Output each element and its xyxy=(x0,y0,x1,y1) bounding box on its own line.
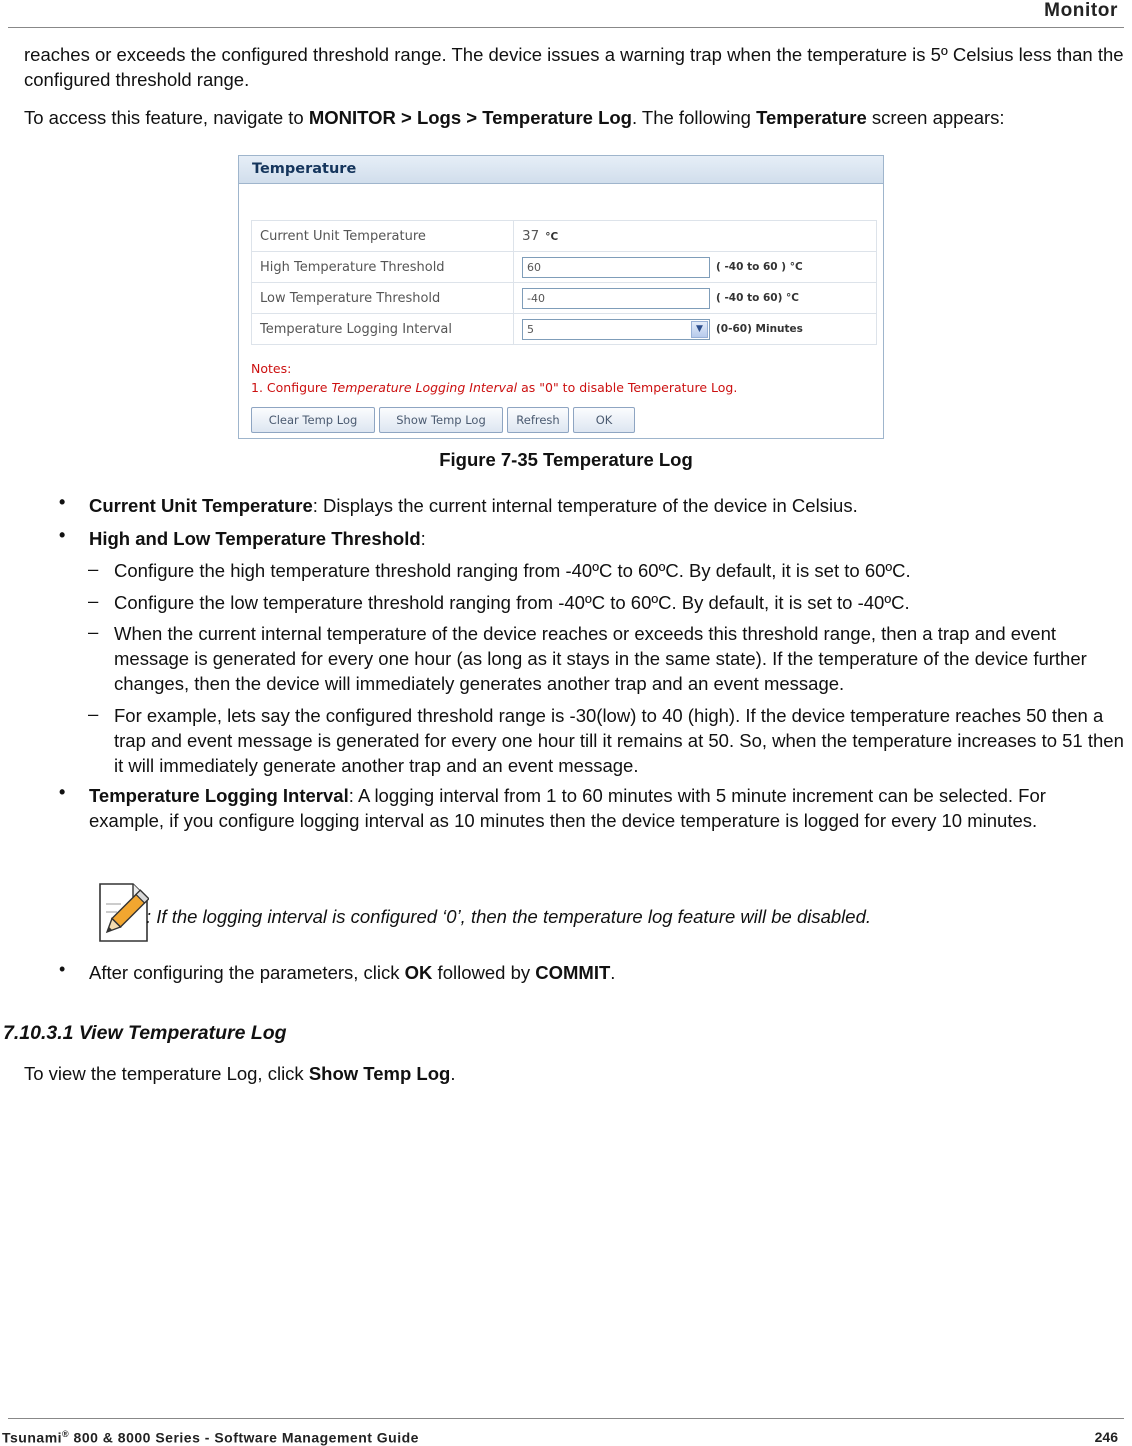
bullet-logging-interval xyxy=(89,783,1126,833)
panel-notes xyxy=(251,359,737,397)
temperature-screenshot xyxy=(238,155,884,439)
panel-title: Temperature xyxy=(239,156,883,184)
footer-divider xyxy=(8,1418,1124,1419)
dash-marker: – xyxy=(88,558,99,579)
screen-name: Temperature xyxy=(756,107,867,128)
note-text: : If the logging interval is configured ‘0’, then the temperature log feature will be disabled. xyxy=(146,906,872,927)
notes-title: Notes: xyxy=(251,361,292,376)
footer-product: Tsunami xyxy=(2,1429,63,1446)
high-threshold-range: ( -40 to 60 ) °C xyxy=(716,261,803,273)
table-row xyxy=(252,252,877,283)
note-pencil-icon xyxy=(97,882,149,943)
sub-item-low: Configure the low temperature threshold ranging from -40ºC to 60ºC. By default, it is set to -40ºC. xyxy=(114,592,910,613)
sub-item-example: For example, lets say the configured threshold range is -30(low) to 40 (high). If the device temperature reaches 50 then a trap and event message is generated for every one hour till it remains at 50. So, when the temperature increases to 51 then it will immediately generate another trap and an event message. xyxy=(114,705,1124,776)
bullet-text: : Displays the current internal temperature of the device in Celsius. xyxy=(312,495,858,516)
bullet-threshold xyxy=(89,526,1126,551)
footer-reg-mark: ® xyxy=(62,1429,70,1439)
section-text-bold: Show Temp Log xyxy=(308,1063,451,1084)
ok-button[interactable]: OK xyxy=(573,407,635,433)
current-temp-unit: °C xyxy=(545,231,559,243)
bullet-term: Temperature Logging Interval xyxy=(89,785,349,806)
b4-suffix: . xyxy=(610,962,616,983)
intro-paragraph-2 xyxy=(24,105,1126,130)
bullet-commit xyxy=(89,960,1126,985)
page-header-title: Monitor xyxy=(1044,0,1118,21)
dash-marker: – xyxy=(88,590,99,611)
high-threshold-cell xyxy=(514,252,877,283)
high-threshold-label: High Temperature Threshold xyxy=(252,252,514,283)
bullet-icon: • xyxy=(59,525,66,545)
current-temp-label: Current Unit Temperature xyxy=(252,221,514,252)
bullet-term: High and Low Temperature Threshold xyxy=(89,528,421,549)
b4-prefix: After configuring the parameters, click xyxy=(89,962,405,983)
section-paragraph xyxy=(24,1061,1126,1086)
chevron-down-icon[interactable]: ▼ xyxy=(691,321,708,338)
table-row xyxy=(252,283,877,314)
logging-interval-select[interactable] xyxy=(522,319,710,340)
low-threshold-input[interactable]: -40 xyxy=(522,288,710,309)
note-line-1 xyxy=(251,378,737,397)
intro-paragraph-1: reaches or exceeds the configured threshold range. The device issues a warning trap when the temperature is 5º Celsius less than the configured threshold range. xyxy=(24,44,1124,90)
dash-marker: – xyxy=(88,703,99,724)
footer-guide-title xyxy=(2,1429,419,1446)
b4-mid: followed by xyxy=(432,962,536,983)
dash-marker: – xyxy=(88,621,99,642)
sub-item-trap: When the current internal temperature of the device reaches or exceeds this threshold range, then a trap and event message is generated for every one hour (as long as it stays in the same state). If the temperature of the device further changes, then the device will immediately generates another trap and an event message. xyxy=(114,623,1087,694)
page-number: 246 xyxy=(1094,1429,1118,1445)
bullet-text: : A logging interval from 1 to 60 minutes with 5 minute increment can be selected. For example, if you configure logging interval as 10 minutes then the device temperature is logged for every 10 minutes. xyxy=(89,785,1046,831)
logging-interval-range: (0-60) Minutes xyxy=(716,323,803,335)
bullet-icon: • xyxy=(59,959,66,979)
header-divider xyxy=(8,27,1124,28)
bullet-icon: • xyxy=(59,782,66,802)
bullet-current-temp xyxy=(89,493,1126,518)
section-text-prefix: To view the temperature Log, click xyxy=(24,1063,309,1084)
b4-commit: COMMIT xyxy=(535,962,611,983)
bullet-term: Current Unit Temperature xyxy=(89,495,313,516)
table-row xyxy=(252,314,877,345)
note-suffix: as "0" to disable Temperature Log. xyxy=(517,380,738,395)
high-threshold-input[interactable]: 60 xyxy=(522,257,710,278)
current-temp-value: 37 xyxy=(522,228,540,244)
footer-guide: 800 & 8000 Series - Software Management Guide xyxy=(69,1429,419,1446)
bullet-icon: • xyxy=(59,492,66,512)
bullet-text: : xyxy=(420,528,426,549)
logging-interval-cell xyxy=(514,314,877,345)
show-temp-log-button[interactable]: Show Temp Log xyxy=(379,407,503,433)
panel-button-row xyxy=(251,407,639,433)
section-text-suffix: . xyxy=(450,1063,456,1084)
nav-path: MONITOR > Logs > Temperature Log xyxy=(308,107,632,128)
note-italic: Temperature Logging Interval xyxy=(331,380,518,395)
para2-suffix: screen appears: xyxy=(866,107,1005,128)
temperature-settings-table xyxy=(251,220,877,345)
clear-temp-log-button[interactable]: Clear Temp Log xyxy=(251,407,375,433)
low-threshold-cell xyxy=(514,283,877,314)
low-threshold-label: Low Temperature Threshold xyxy=(252,283,514,314)
section-heading: 7.10.3.1 View Temperature Log xyxy=(3,1022,287,1044)
figure-caption: Figure 7-35 Temperature Log xyxy=(439,449,693,470)
low-threshold-range: ( -40 to 60) °C xyxy=(716,292,799,304)
logging-interval-label: Temperature Logging Interval xyxy=(252,314,514,345)
logging-interval-value: 5 xyxy=(527,322,534,336)
para2-mid: . The following xyxy=(631,107,757,128)
para2-prefix: To access this feature, navigate to xyxy=(24,107,309,128)
b4-ok: OK xyxy=(404,962,433,983)
refresh-button[interactable]: Refresh xyxy=(507,407,569,433)
current-temp-cell xyxy=(514,221,877,252)
table-row xyxy=(252,221,877,252)
note-prefix: 1. Configure xyxy=(251,380,332,395)
sub-item-high: Configure the high temperature threshold ranging from -40ºC to 60ºC. By default, it is set to 60ºC. xyxy=(114,560,911,581)
